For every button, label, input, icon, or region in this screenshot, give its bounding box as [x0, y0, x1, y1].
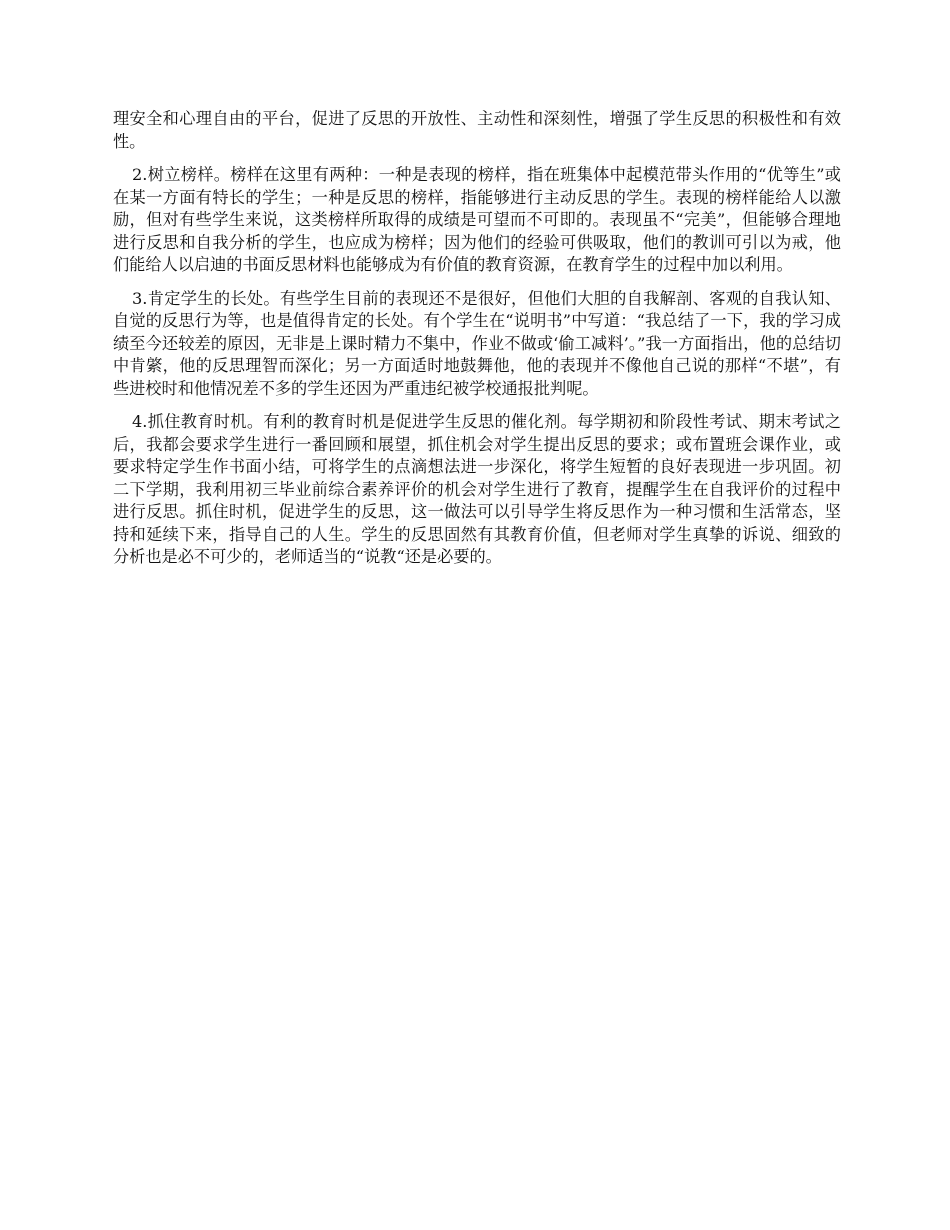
- document-body: [113, 108, 841, 580]
- paragraph-set-role-models: 2.树立榜样。榜样在这里有两种：一种是表现的榜样，指在班集体中起模范带头作用的“优等生”或在某一方面有特长的学生；一种是反思的榜样，指能够进行主动反思的学生。表现的榜样能给人以激励，但对有些学生来说，这类榜样所取得的成绩是可望而不可即的。表现虽不“完美”，但能够合理地进行反思和自我分析的学生，也应成为榜样；因为他们的经验可供吸取，他们的教训可引以为戒，他们能给人以启迪的书面反思材料也能够成为有价值的教育资源，在教育学生的过程中加以利用。: [113, 165, 841, 274]
- paragraph-affirm-strengths: 3.肯定学生的长处。有些学生目前的表现还不是很好，但他们大胆的自我解剖、客观的自我认知、自觉的反思行为等，也是值得肯定的长处。有个学生在“说明书”中写道：“我总结了一下，我的学习成绩至今还较差的原因，无非是上课时精力不集中，作业不做或‘偷工减料’。”我一方面指出，他的总结切中肯綮，他的反思理智而深化；另一方面适时地鼓舞他，他的表现并不像他自己说的那样“不堪”，有些进校时和他情况差不多的学生还因为严重违纪被学校通报批判呢。: [113, 288, 841, 398]
- paragraph-continuation: 理安全和心理自由的平台，促进了反思的开放性、主动性和深刻性，增强了学生反思的积极性和有效性。: [113, 109, 841, 151]
- paragraph-seize-timing: 4.抓住教育时机。有利的教育时机是促进学生反思的催化剂。每学期初和阶段性考试、期末考试之后，我都会要求学生进行一番回顾和展望，抓住机会对学生提出反思的要求；或布置班会课作业，或要求特定学生作书面小结，可将学生的点滴想法进一步深化，将学生短暂的良好表现进一步巩固。初二下学期，我利用初三毕业前综合素养评价的机会对学生进行了教育，提醒学生在自我评价的过程中进行反思。抓住时机，促进学生的反思，这一做法可以引导学生将反思作为一种习惯和生活常态，坚持和延续下来，指导自己的人生。学生的反思固然有其教育价值，但老师对学生真挚的诉说、细致的分析也是必不可少的，老师适当的“说教“还是必要的。: [113, 412, 841, 566]
